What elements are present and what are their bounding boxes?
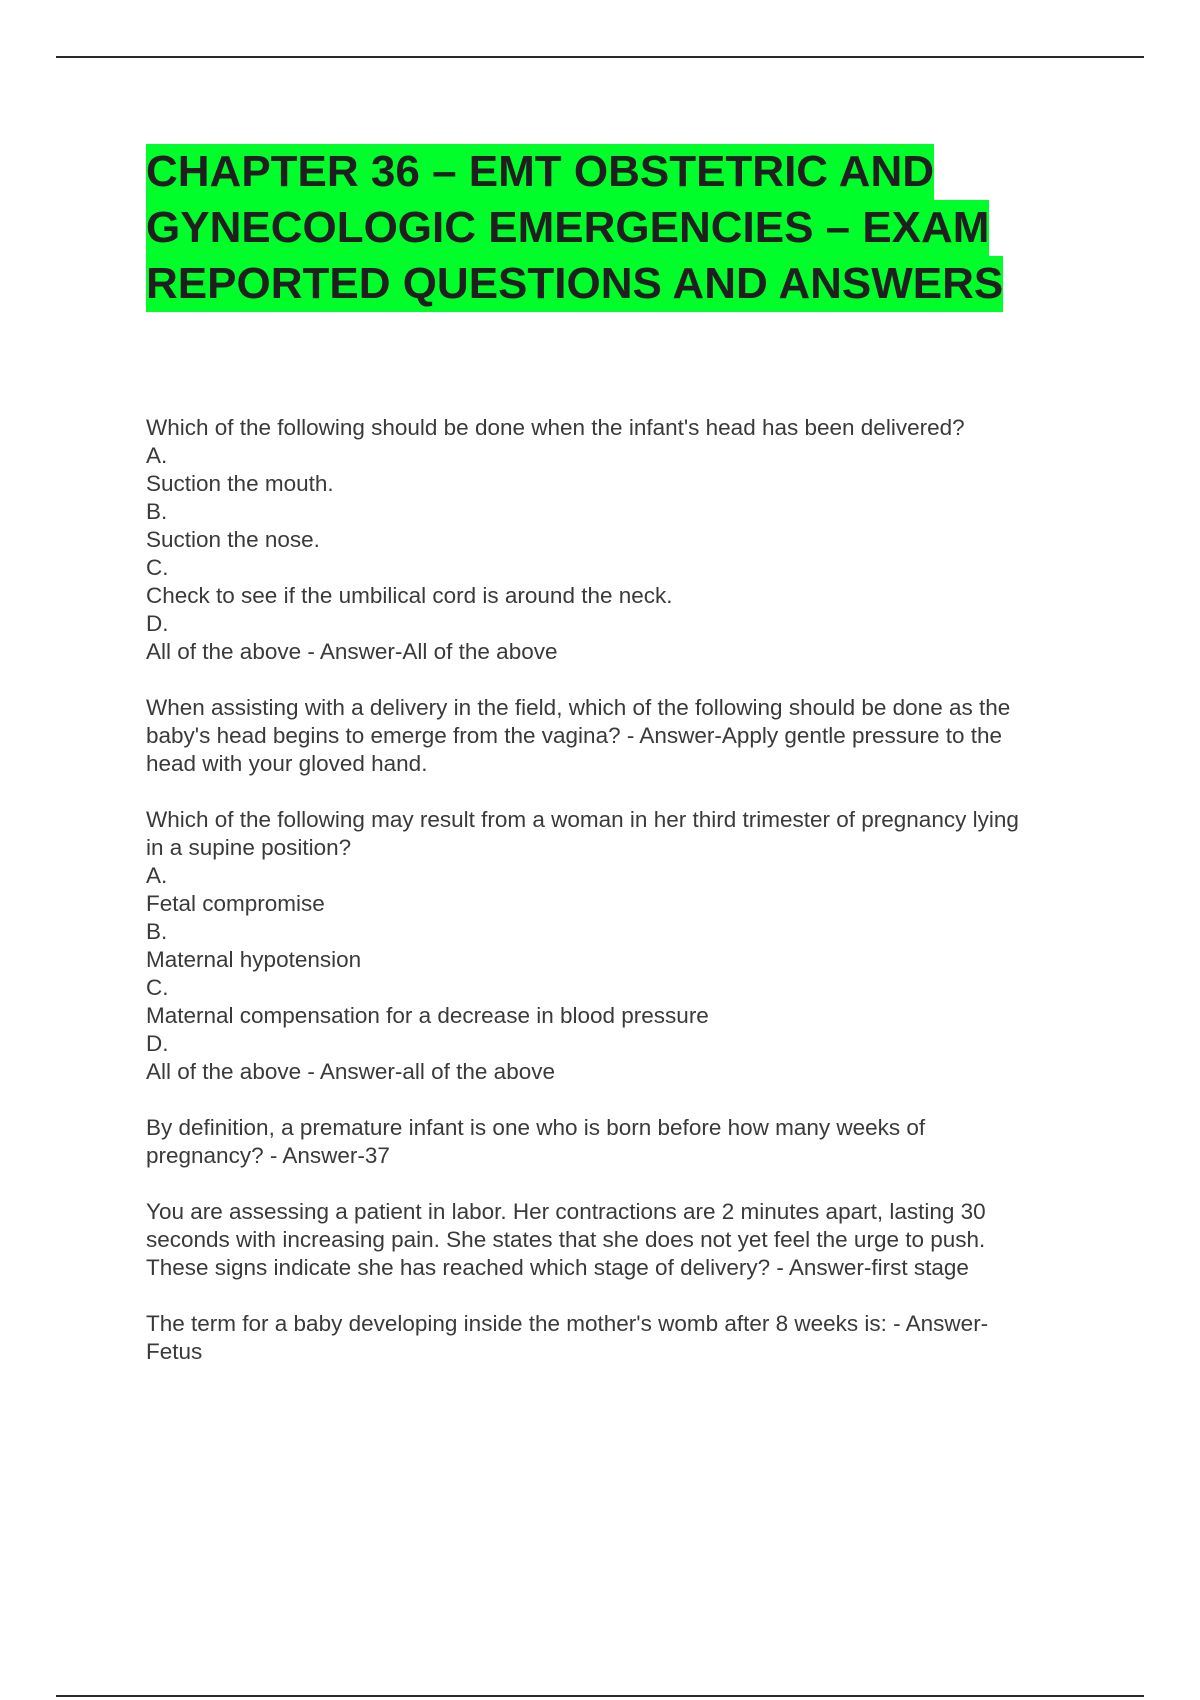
qa-line: C.	[146, 555, 169, 580]
qa-line: Fetal compromise	[146, 891, 325, 916]
qa-line: All of the above - Answer-all of the above	[146, 1059, 555, 1084]
qa-line: Check to see if the umbilical cord is around the neck.	[146, 583, 673, 608]
qa-item	[146, 414, 1096, 666]
header-rule	[56, 56, 1144, 58]
qa-line: A.	[146, 443, 168, 468]
qa-item	[146, 1114, 1096, 1170]
qa-line: B.	[146, 499, 168, 524]
qa-item	[146, 806, 1096, 1086]
qa-line: Maternal compensation for a decrease in blood pressure	[146, 1003, 709, 1028]
qa-line: These signs indicate she has reached which stage of delivery? - Answer-first stage	[146, 1255, 969, 1280]
qa-line: A.	[146, 863, 168, 888]
qa-line: Which of the following should be done when the infant's head has been delivered?	[146, 415, 965, 440]
qa-line: Suction the mouth.	[146, 471, 334, 496]
qa-line: Suction the nose.	[146, 527, 320, 552]
document-title	[146, 144, 1146, 312]
title-line: GYNECOLOGIC EMERGENCIES – EXAM	[146, 200, 989, 256]
qa-line: Fetus	[146, 1339, 203, 1364]
qa-line: The term for a baby developing inside the mother's womb after 8 weeks is: - Answer-	[146, 1311, 989, 1336]
qa-line: Which of the following may result from a woman in her third trimester of pregnancy lying	[146, 807, 1019, 832]
qa-line: B.	[146, 919, 168, 944]
qa-line: seconds with increasing pain. She states that she does not yet feel the urge to push.	[146, 1227, 986, 1252]
qa-item	[146, 1198, 1096, 1282]
footer-rule	[56, 1695, 1144, 1697]
qa-line: When assisting with a delivery in the field, which of the following should be done as the	[146, 695, 1011, 720]
title-line: CHAPTER 36 – EMT OBSTETRIC AND	[146, 144, 934, 200]
qa-item	[146, 1310, 1096, 1366]
qa-line: D.	[146, 1031, 169, 1056]
qa-line: All of the above - Answer-All of the above	[146, 639, 558, 664]
qa-line: baby's head begins to emerge from the vagina? - Answer-Apply gentle pressure to the	[146, 723, 1003, 748]
qa-line: Maternal hypotension	[146, 947, 362, 972]
title-line: REPORTED QUESTIONS AND ANSWERS	[146, 256, 1003, 312]
qa-line: in a supine position?	[146, 835, 352, 860]
qa-list	[146, 414, 1096, 1394]
qa-line: head with your gloved hand.	[146, 751, 428, 776]
qa-line: pregnancy? - Answer-37	[146, 1143, 390, 1168]
qa-line: By definition, a premature infant is one who is born before how many weeks of	[146, 1115, 926, 1140]
qa-item	[146, 694, 1096, 778]
qa-line: C.	[146, 975, 169, 1000]
qa-line: D.	[146, 611, 169, 636]
qa-line: You are assessing a patient in labor. Her contractions are 2 minutes apart, lasting 30	[146, 1199, 986, 1224]
